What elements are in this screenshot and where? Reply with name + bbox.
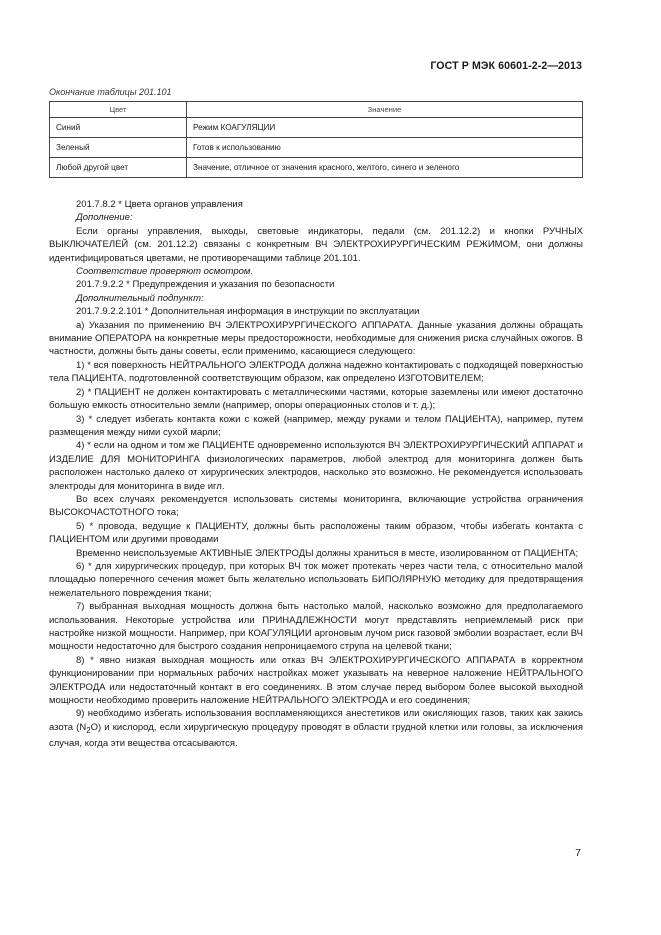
- table-cell: Режим КОАГУЛЯЦИИ: [187, 118, 583, 138]
- italic-note: Дополнительный подпункт:: [76, 292, 204, 304]
- list-item-text: O) и кислород, если хирургическую процедуру проводят в области грудной клетки или головы, за исключения случая, когда эти вещества отсасываются.: [49, 721, 583, 750]
- italic-note: Соответствие проверяют осмотром.: [76, 266, 254, 278]
- table-caption: Окончание таблицы 201.101: [49, 87, 172, 97]
- paragraph: Во всех случаях рекомендуется использовать системы мониторинга, включающие устройства ограничения ВЫСОКОЧАСТОТНОГО тока;: [49, 493, 583, 519]
- list-item-text: 9) необходимо избегать использования воспламеняющихся анестетиков или окисляющих газов, таких как закись азота (N: [49, 708, 583, 733]
- paragraph: а) Указания по применению ВЧ ЭЛЕКТРОХИРУРГИЧЕСКОГО АППАРАТА. Данные указания должны обращать внимание ОПЕРАТОРА на конкретные меры предосторожности, необходимые для снижения риска случайных ожогов. В частности, должны быть даны советы, если применимо, касающиеся следующего:: [49, 319, 583, 358]
- page-number: 7: [575, 847, 581, 859]
- list-item: 4) * если на одном и том же ПАЦИЕНТЕ одновременно используются ВЧ ЭЛЕКТРОХИРУРГИЧЕСКИЙ АППАРАТ и ИЗДЕЛИЕ ДЛЯ МОНИТОРИНГА физиологических параметров, любой электрод для мониторинга должен быть расположен настолько далеко от хирургических электродов, насколько это возможно. Не рекомендуется использовать электроды для мониторинга в виде игл.: [49, 440, 583, 492]
- list-item: 2) * ПАЦИЕНТ не должен контактировать с металлическими частями, которые заземлены или имеют достаточно большую емкость относительно земли (например, опоры операционных столов и т. д.);: [49, 386, 583, 412]
- subscript: 2: [86, 725, 91, 735]
- table-header-cell: Цвет: [50, 102, 187, 118]
- table-header-row: [50, 102, 583, 118]
- list-item: 6) * для хирургических процедур, при которых ВЧ ток может протекать через части тела, с относительно малой площадью поперечного сечения может быть желательно использовать БИПОЛЯРНУЮ методику для предотвращения нежелательного повреждения ткани;: [49, 560, 583, 599]
- list-item: 5) * провода, ведущие к ПАЦИЕНТУ, должны быть расположены таким образом, чтобы избегать контакта с ПАЦИЕНТОМ или другими проводами: [49, 520, 583, 546]
- list-item: 7) выбранная выходная мощность должна быть настолько малой, насколько возможно для предполагаемого использования. Некоторые устройства или ПРИНАДЛЕЖНОСТИ могут представлять неприемлемый риск при настройке низкой мощности. Например, при КОАГУЛЯЦИИ аргоновым лучом риск газовой эмболии возрастает, если ВЧ мощности недостаточно для быстрого создания непроницаемого струпа на целевой ткани;: [49, 601, 583, 653]
- table-cell: Значение, отличное от значения красного, желтого, синего и зеленого: [187, 158, 583, 178]
- list-item: 8) * явно низкая выходная мощность или отказ ВЧ ЭЛЕКТРОХИРУРГИЧЕСКОГО АППАРАТА в корректном функционировании при нормальных рабочих настройках может указывать на неверное наложение НЕЙТРАЛЬНОГО ЭЛЕКТРОДА или недостаточный контакт в его соединениях. В этом случае перед выбором более высокой выходной мощности необходимо проверить наложение НЕЙТРАЛЬНОГО ЭЛЕКТРОДА и его соединения;: [49, 654, 583, 707]
- color-table: [49, 101, 583, 178]
- table-row: [50, 118, 583, 138]
- document-header: ГОСТ Р МЭК 60601-2-2—2013: [430, 60, 582, 72]
- table-cell: Синий: [50, 118, 187, 138]
- table-header-cell: Значение: [187, 102, 583, 118]
- list-item: 3) * следует избегать контакта кожи с кожей (например, между руками и телом ПАЦИЕНТА), например, путем размещения между ними сухой марли;: [49, 413, 583, 438]
- section-heading: 201.7.9.2.2.101 * Дополнительная информация в инструкции по эксплуатации: [76, 306, 420, 318]
- table-cell: Готов к использованию: [187, 138, 583, 158]
- document-body: [49, 198, 583, 751]
- table-cell: Зеленый: [50, 138, 187, 158]
- section-heading: 201.7.8.2 * Цвета органов управления: [76, 199, 243, 210]
- section-heading: 201.7.9.2.2 * Предупреждения и указания по безопасности: [76, 279, 335, 291]
- table-row: [50, 158, 583, 178]
- italic-note: Дополнение:: [76, 212, 133, 224]
- paragraph: Временно неиспользуемые АКТИВНЫЕ ЭЛЕКТРОДЫ должны храниться в месте, изолированном от ПАЦИЕНТА;: [76, 547, 579, 559]
- list-item: [49, 707, 583, 750]
- table-cell: Любой другой цвет: [50, 158, 187, 178]
- paragraph: Если органы управления, выходы, световые индикаторы, педали (см. 201.12.2) и кнопки РУЧНЫХ ВЫКЛЮЧАТЕЛЕЙ (см. 201.12.2) связаны с конкретным ВЧ ЭЛЕКТРОХИРУРГИЧЕСКИМ РЕЖИМОМ, они должны идентифицироваться цветами, не противоречащими таблице 201.101.: [49, 225, 583, 264]
- list-item: 1) * вся поверхность НЕЙТРАЛЬНОГО ЭЛЕКТРОДА должна надежно контактировать с подходящей поверхностью тела ПАЦИЕНТА, подготовленной соответствующим образом, как определено ИЗГОТОВИТЕЛЕМ;: [49, 359, 583, 385]
- table-row: [50, 138, 583, 158]
